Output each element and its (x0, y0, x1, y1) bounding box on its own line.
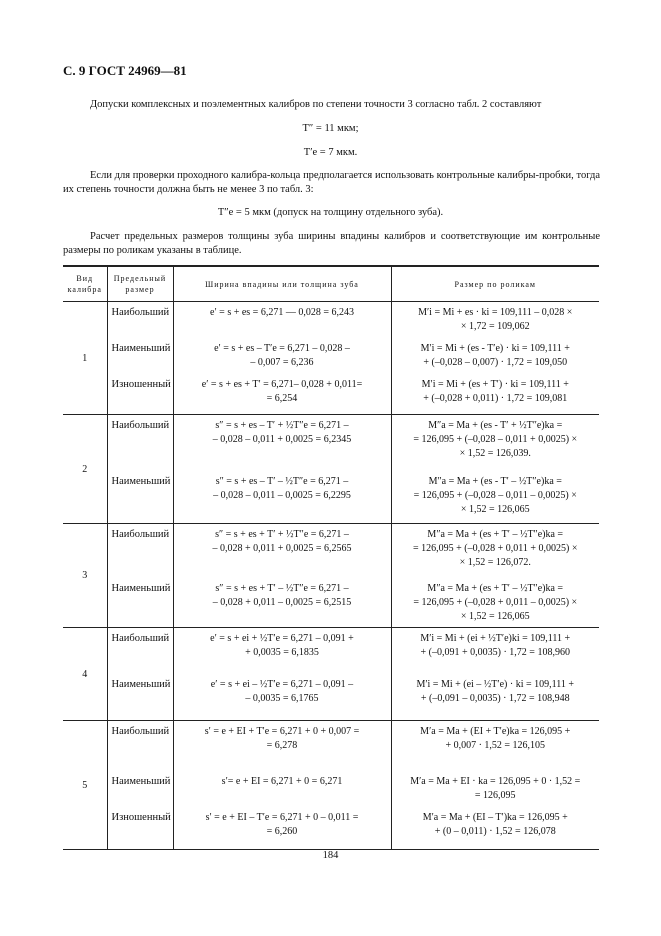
width-cell (173, 415, 391, 524)
width-formula-line: s′ = e + EI + T′e = 6,271 + 0 + 0,007 = (204, 726, 360, 737)
width-formula-line: + 0,0035 = 6,1835 (245, 647, 319, 658)
limit-label: Наименьший (111, 476, 171, 487)
roller-formula-line: M′i = Mi + es · ki = 109,111 – 0,028 × (418, 307, 573, 318)
roller-formula-line: + 0,007 · 1,52 = 126,105 (445, 740, 546, 751)
width-formula-line: e′ = s + ei – ½T′e = 6,271 – 0,091 – (210, 679, 354, 690)
width-formula-line: s″ = s + es – T′ – ½T″e = 6,271 – (215, 476, 349, 487)
roller-cell (391, 524, 599, 628)
page-number: 184 (322, 850, 339, 861)
width-formula-line: s′ = e + EI – T′e = 6,271 + 0 – 0,011 = (205, 812, 359, 823)
page-header: С. 9 ГОСТ 24969—81 (63, 63, 187, 78)
label-cell (107, 415, 173, 524)
kind-cell: 4 (63, 628, 107, 721)
roller-formula-line: M′i = Mi + (es - T′e) · ki = 109,111 + (420, 343, 570, 354)
width-formula-line: s″ = s + es – T′ + ½T″e = 6,271 – (215, 420, 349, 431)
kind-cell: 2 (63, 415, 107, 524)
roller-cell (391, 628, 599, 721)
label-cell (107, 721, 173, 850)
roller-formula-line: M″a = Ma + (es + T′ – ½T″e)ka = (427, 529, 564, 540)
limit-label: Наибольший (111, 633, 170, 644)
intro-paragraph: Допуски комплексных и поэлементных калибров по степени точности 3 согласно табл. 2 составляют (90, 99, 542, 110)
roller-formula-line: M′i = Mi + (ei + ½T′e)ki = 109,111 + (420, 633, 571, 644)
header-limit: Предельный размер (107, 266, 173, 302)
width-formula-line: e′ = s + ei + ½T′e = 6,271 – 0,091 + (210, 633, 354, 644)
width-formula-line: – 0,028 – 0,011 + 0,0025 = 6,2345 (212, 434, 352, 445)
table-row (63, 721, 599, 850)
width-cell (173, 524, 391, 628)
limit-label: Наибольший (111, 420, 170, 431)
roller-formula-line: = 126,095 + (–0,028 – 0,011 + 0,0025) × (413, 434, 578, 445)
roller-formula-line: M′a = Ma + (EI + T′e)ka = 126,095 + (420, 726, 571, 737)
width-formula-line: – 0,028 + 0,011 + 0,0025 = 6,2565 (212, 543, 352, 554)
width-cell (173, 628, 391, 721)
roller-formula-line: × 1,52 = 126,072. (459, 557, 531, 568)
roller-formula-line: M″a = Ma + (es - T′ – ½T″e)ka = (428, 476, 562, 487)
roller-formula-line: × 1,52 = 126,039. (459, 448, 531, 459)
label-cell (107, 302, 173, 415)
table-row (63, 415, 599, 524)
roller-formula-line: M′a = Ma + (EI – T′)ka = 126,095 + (422, 812, 568, 823)
roller-formula-line: × 1,52 = 126,065 (460, 611, 530, 622)
kind-cell: 3 (63, 524, 107, 628)
roller-formula-line: M″a = Ma + (es + T′ – ½T″e)ka = (427, 583, 564, 594)
width-formula-line: – 0,007 = 6,236 (250, 357, 314, 368)
roller-formula-line: + (–0,028 + 0,011) · 1,72 = 109,081 (423, 393, 568, 404)
kind-cell: 1 (63, 302, 107, 415)
limit-label: Наименьший (111, 776, 171, 787)
roller-formula-line: + (0 – 0,011) · 1,52 = 126,078 (434, 826, 556, 837)
width-formula-line: s′= e + EI = 6,271 + 0 = 6,271 (221, 776, 343, 787)
limit-label: Наибольший (111, 529, 170, 540)
width-formula-line: – 0,028 – 0,011 – 0,0025 = 6,2295 (213, 490, 351, 501)
label-cell (107, 628, 173, 721)
roller-formula-line: = 126,095 + (–0,028 + 0,011 – 0,0025) × (413, 597, 578, 608)
width-formula-line: – 0,028 + 0,011 – 0,0025 = 6,2515 (212, 597, 352, 608)
limit-label: Наименьший (111, 343, 171, 354)
kind-cell: 5 (63, 721, 107, 850)
limit-label: Наибольший (111, 726, 170, 737)
roller-formula-line: + (–0,091 – 0,0035) · 1,72 = 108,948 (420, 693, 570, 704)
label-cell (107, 524, 173, 628)
limit-label: Наибольший (111, 307, 170, 318)
roller-cell (391, 415, 599, 524)
formula-te: T′e = 7 мкм. (303, 147, 358, 158)
table-header-row (63, 266, 599, 302)
formula-tooth-tolerance: T″e = 5 мкм (допуск на толщину отдельного зуба). (217, 207, 444, 218)
width-formula-line: e′ = s + es = 6,271 — 0,028 = 6,243 (210, 307, 354, 318)
roller-formula-line: × 1,52 = 126,065 (460, 504, 530, 515)
limit-label: Наименьший (111, 679, 171, 690)
limit-label: Наименьший (111, 583, 171, 594)
width-cell (173, 721, 391, 850)
table-row (63, 628, 599, 721)
header-kind: Вид калибра (63, 266, 107, 302)
width-cell (173, 302, 391, 415)
paragraph-gauges: Если для проверки проходного калибра-кольца предполагается использовать контрольные калибры-пробки, тогда их степень точности должна быть не менее 3 по табл. 3: (63, 170, 600, 195)
table-row (63, 302, 599, 415)
roller-cell (391, 721, 599, 850)
width-formula-line: = 6,254 (266, 393, 298, 404)
limit-label: Изношенный (111, 812, 171, 823)
header-roller: Размер по роликам (391, 266, 599, 302)
limit-label: Изношенный (111, 379, 171, 390)
width-formula-line: e′ = s + es – T′e = 6,271 – 0,028 – (214, 343, 350, 354)
roller-formula-line: + (–0,091 + 0,0035) · 1,72 = 108,960 (420, 647, 570, 658)
paragraph-table-intro: Расчет предельных размеров толщины зуба ширины впадины калибров и соответствующие им контрольные размеры по роликам указаны в таблице. (63, 231, 600, 256)
width-formula-line: – 0,0035 = 6,1765 (245, 693, 319, 704)
roller-formula-line: + (–0,028 – 0,007) · 1,72 = 109,050 (423, 357, 568, 368)
roller-formula-line: M′i = Mi + (ei – ½T′e) · ki = 109,111 + (416, 679, 575, 690)
roller-cell (391, 302, 599, 415)
roller-formula-line: × 1,72 = 109,062 (460, 321, 530, 332)
width-formula-line: e′ = s + es + T′ = 6,271– 0,028 + 0,011= (201, 379, 363, 390)
width-formula-line: = 6,260 (266, 826, 298, 837)
formula-t: T″ = 11 мкм; (302, 123, 359, 134)
width-formula-line: s″ = s + es + T′ – ½T″e = 6,271 – (215, 583, 349, 594)
roller-formula-line: M″a = Ma + (es - T′ + ½T″e)ka = (428, 420, 563, 431)
roller-formula-line: M′a = Ma + EI · ka = 126,095 + 0 · 1,52 = (410, 776, 581, 787)
calibration-table (63, 265, 599, 850)
roller-formula-line: = 126,095 + (–0,028 – 0,011 – 0,0025) × (413, 490, 577, 501)
header-width: Ширина впадины или толщина зуба (173, 266, 391, 302)
width-formula-line: s″ = s + es + T′ + ½T″e = 6,271 – (215, 529, 349, 540)
roller-formula-line: M′i = Mi + (es + T′) · ki = 109,111 + (421, 379, 569, 390)
roller-formula-line: = 126,095 + (–0,028 + 0,011 + 0,0025) × (413, 543, 578, 554)
table-row (63, 524, 599, 628)
roller-formula-line: = 126,095 (474, 790, 516, 801)
width-formula-line: = 6,278 (266, 740, 298, 751)
